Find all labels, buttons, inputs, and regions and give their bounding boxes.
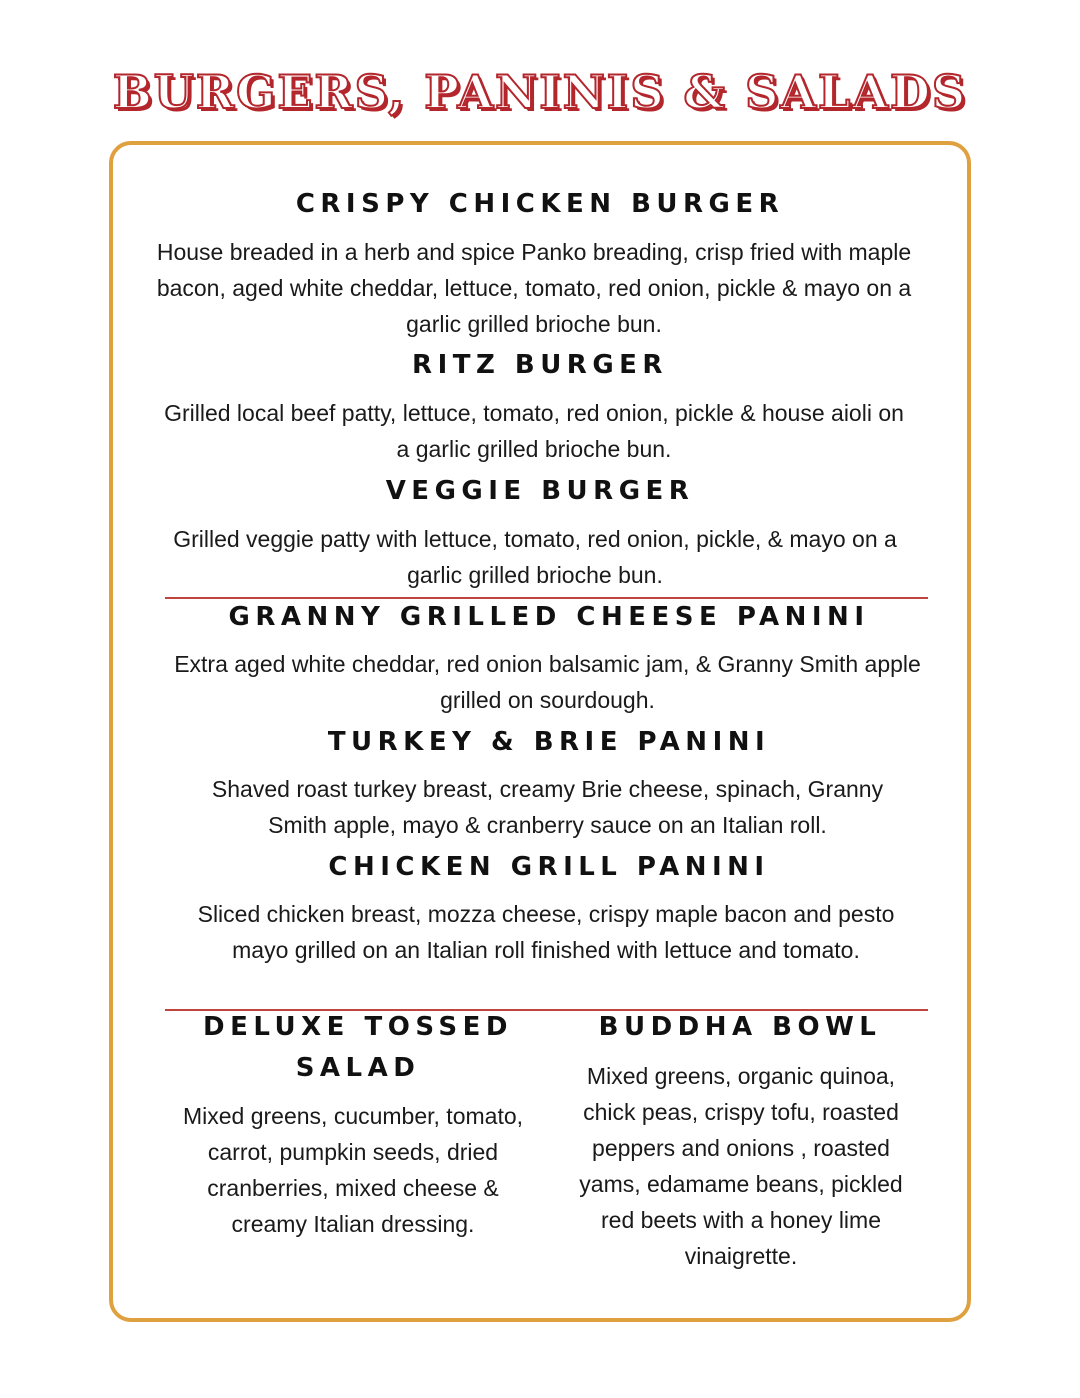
- item-description-buddha-bowl: Mixed greens, organic quinoa, chick peas, crispy tofu, roasted peppers and onions , roasted yams, edamame beans, pickled red beets with a honey lime vinaigrette.: [579, 1063, 903, 1269]
- item-name-granny-grilled-cheese-panini: GRANNY GRILLED CHEESE PANINI: [228, 602, 870, 632]
- item-description-deluxe-tossed-salad: Mixed greens, cucumber, tomato, carrot, pumpkin seeds, dried cranberries, mixed cheese & creamy Italian dressing.: [182, 1103, 524, 1237]
- item-name-turkey-brie-panini: TURKEY & BRIE PANINI: [327, 727, 771, 757]
- item-name-deluxe-tossed-salad: DELUXE TOSSED SALAD: [203, 1012, 513, 1083]
- item-description-crispy-chicken-burger: House breaded in a herb and spice Panko breading, crisp fried with maple bacon, aged white cheddar, lettuce, tomato, red onion, pickle & mayo on a garlic grilled brioche bun.: [156, 239, 912, 337]
- item-description-chicken-grill-panini: Sliced chicken breast, mozza cheese, crispy maple bacon and pesto mayo grilled on an Italian roll finished with lettuce and tomato.: [197, 901, 895, 963]
- page-title: BURGERS, PANINIS & SALADS: [112, 65, 968, 119]
- item-name-chicken-grill-panini: CHICKEN GRILL PANINI: [328, 852, 770, 882]
- item-name-crispy-chicken-burger: CRISPY CHICKEN BURGER: [295, 189, 785, 219]
- item-name-ritz-burger: RITZ BURGER: [412, 350, 668, 380]
- item-description-granny-grilled-cheese-panini: Extra aged white cheddar, red onion balsamic jam, & Granny Smith apple grilled on sourdough.: [174, 651, 921, 713]
- item-description-veggie-burger: Grilled veggie patty with lettuce, tomato, red onion, pickle, & mayo on a garlic grilled brioche bun.: [173, 526, 897, 588]
- item-name-veggie-burger: VEGGIE BURGER: [385, 476, 695, 506]
- item-description-ritz-burger: Grilled local beef patty, lettuce, tomato, red onion, pickle & house aioli on a garlic grilled brioche bun.: [164, 400, 904, 462]
- item-description-turkey-brie-panini: Shaved roast turkey breast, creamy Brie cheese, spinach, Granny Smith apple, mayo & cranberry sauce on an Italian roll.: [211, 776, 884, 838]
- item-name-buddha-bowl: BUDDHA BOWL: [598, 1012, 882, 1042]
